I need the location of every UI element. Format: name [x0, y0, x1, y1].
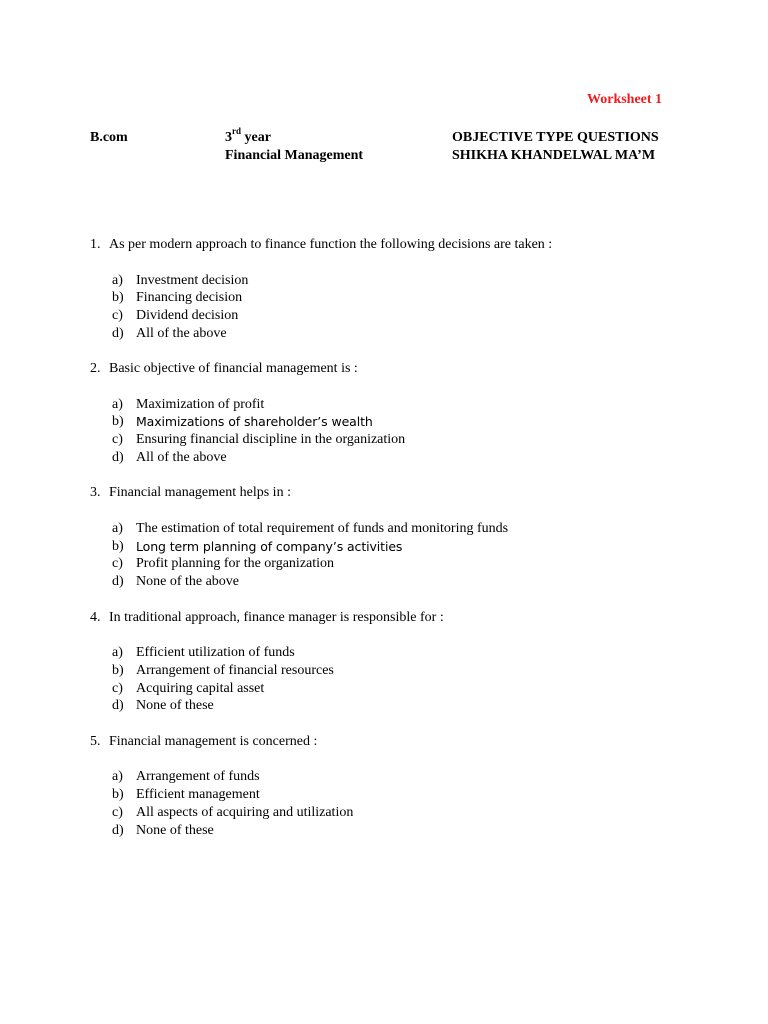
- option-letter: d): [112, 450, 124, 466]
- option-letter: d): [112, 698, 124, 714]
- question-stem: [90, 360, 730, 378]
- option-letter: c): [112, 308, 123, 324]
- option-letter: c): [112, 556, 123, 572]
- year-label: [225, 126, 271, 147]
- option-letter: c): [112, 432, 123, 448]
- option-d: [112, 573, 730, 591]
- option-text: None of the above: [136, 574, 240, 590]
- question-stem: [90, 733, 730, 751]
- option-list: [90, 272, 730, 343]
- option-text: Dividend decision: [136, 308, 239, 324]
- option-d: [112, 325, 730, 343]
- option-text: All of the above: [136, 450, 227, 466]
- option-text: Profit planning for the organization: [136, 556, 335, 572]
- option-text: Financing decision: [136, 290, 243, 306]
- option-letter: b): [112, 662, 124, 678]
- option-b: [112, 289, 730, 307]
- question-number: 4.: [90, 609, 101, 625]
- question-5: [90, 733, 730, 840]
- option-b: [112, 538, 730, 556]
- option-a: [112, 644, 730, 662]
- option-letter: a): [112, 645, 123, 661]
- year-suffix: rd: [232, 126, 241, 137]
- option-list: [90, 644, 730, 715]
- option-letter: b): [112, 290, 124, 306]
- question-stem: [90, 609, 730, 627]
- option-text: Arrangement of financial resources: [136, 662, 334, 678]
- option-letter: d): [112, 325, 124, 341]
- option-letter: a): [112, 396, 123, 412]
- option-text: Efficient management: [136, 787, 260, 803]
- question-text: Financial management is concerned :: [109, 733, 318, 749]
- option-list: [90, 520, 730, 591]
- option-b: [112, 662, 730, 680]
- question-number: 2.: [90, 361, 101, 377]
- option-a: [112, 272, 730, 290]
- option-text: Efficient utilization of funds: [136, 645, 295, 661]
- option-c: [112, 307, 730, 325]
- option-letter: a): [112, 769, 123, 785]
- question-4: [90, 609, 730, 716]
- option-letter: a): [112, 272, 123, 288]
- option-text: All of the above: [136, 325, 227, 341]
- option-a: [112, 520, 730, 538]
- option-letter: b): [112, 787, 124, 803]
- option-letter: c): [112, 680, 123, 696]
- option-text: Acquiring capital asset: [136, 680, 265, 696]
- option-text: None of these: [136, 698, 214, 714]
- option-text: None of these: [136, 822, 214, 838]
- worksheet-title: Worksheet 1: [587, 92, 663, 107]
- question-text: Basic objective of financial management is :: [109, 361, 358, 377]
- option-text: Maximizations of shareholder’s wealth: [136, 414, 373, 430]
- option-letter: b): [112, 538, 124, 554]
- option-c: [112, 804, 730, 822]
- option-d: [112, 449, 730, 467]
- option-text: Maximization of profit: [136, 396, 265, 412]
- option-text: Arrangement of funds: [136, 769, 260, 785]
- question-stem: [90, 236, 730, 254]
- question-text: As per modern approach to finance function the following decisions are taken :: [109, 237, 553, 252]
- option-text: Investment decision: [136, 272, 249, 288]
- option-c: [112, 555, 730, 573]
- option-b: [112, 413, 730, 431]
- teacher-name: SHIKHA KHANDELWAL MA’M: [452, 148, 656, 163]
- year-number: 3: [225, 130, 232, 145]
- option-list: [90, 396, 730, 467]
- question-3: [90, 484, 730, 591]
- option-text: Long term planning of company’s activities: [136, 538, 403, 554]
- option-letter: c): [112, 804, 123, 820]
- question-number: 3.: [90, 485, 101, 501]
- question-2: [90, 360, 730, 467]
- option-text: The estimation of total requirement of funds and monitoring funds: [136, 520, 509, 536]
- option-d: [112, 697, 730, 715]
- option-letter: d): [112, 822, 124, 838]
- question-text: Financial management helps in :: [109, 485, 291, 501]
- year-word: year: [241, 130, 271, 145]
- subject-label: Financial Management: [225, 148, 364, 163]
- question-number: 5.: [90, 733, 101, 749]
- option-d: [112, 822, 730, 840]
- question-list: [90, 236, 730, 857]
- question-1: [90, 236, 730, 343]
- option-c: [112, 431, 730, 449]
- option-list: [90, 768, 730, 839]
- question-type-label: OBJECTIVE TYPE QUESTIONS: [452, 130, 659, 145]
- question-text: In traditional approach, finance manager is responsible for :: [109, 609, 444, 625]
- option-c: [112, 680, 730, 698]
- option-a: [112, 396, 730, 414]
- course-label: B.com: [90, 130, 128, 145]
- option-text: All aspects of acquiring and utilization: [136, 804, 354, 820]
- option-a: [112, 768, 730, 786]
- option-letter: d): [112, 574, 124, 590]
- question-stem: [90, 484, 730, 502]
- option-text: Ensuring financial discipline in the organization: [136, 432, 406, 448]
- option-letter: a): [112, 520, 123, 536]
- question-number: 1.: [90, 237, 101, 252]
- option-letter: b): [112, 414, 124, 430]
- option-b: [112, 786, 730, 804]
